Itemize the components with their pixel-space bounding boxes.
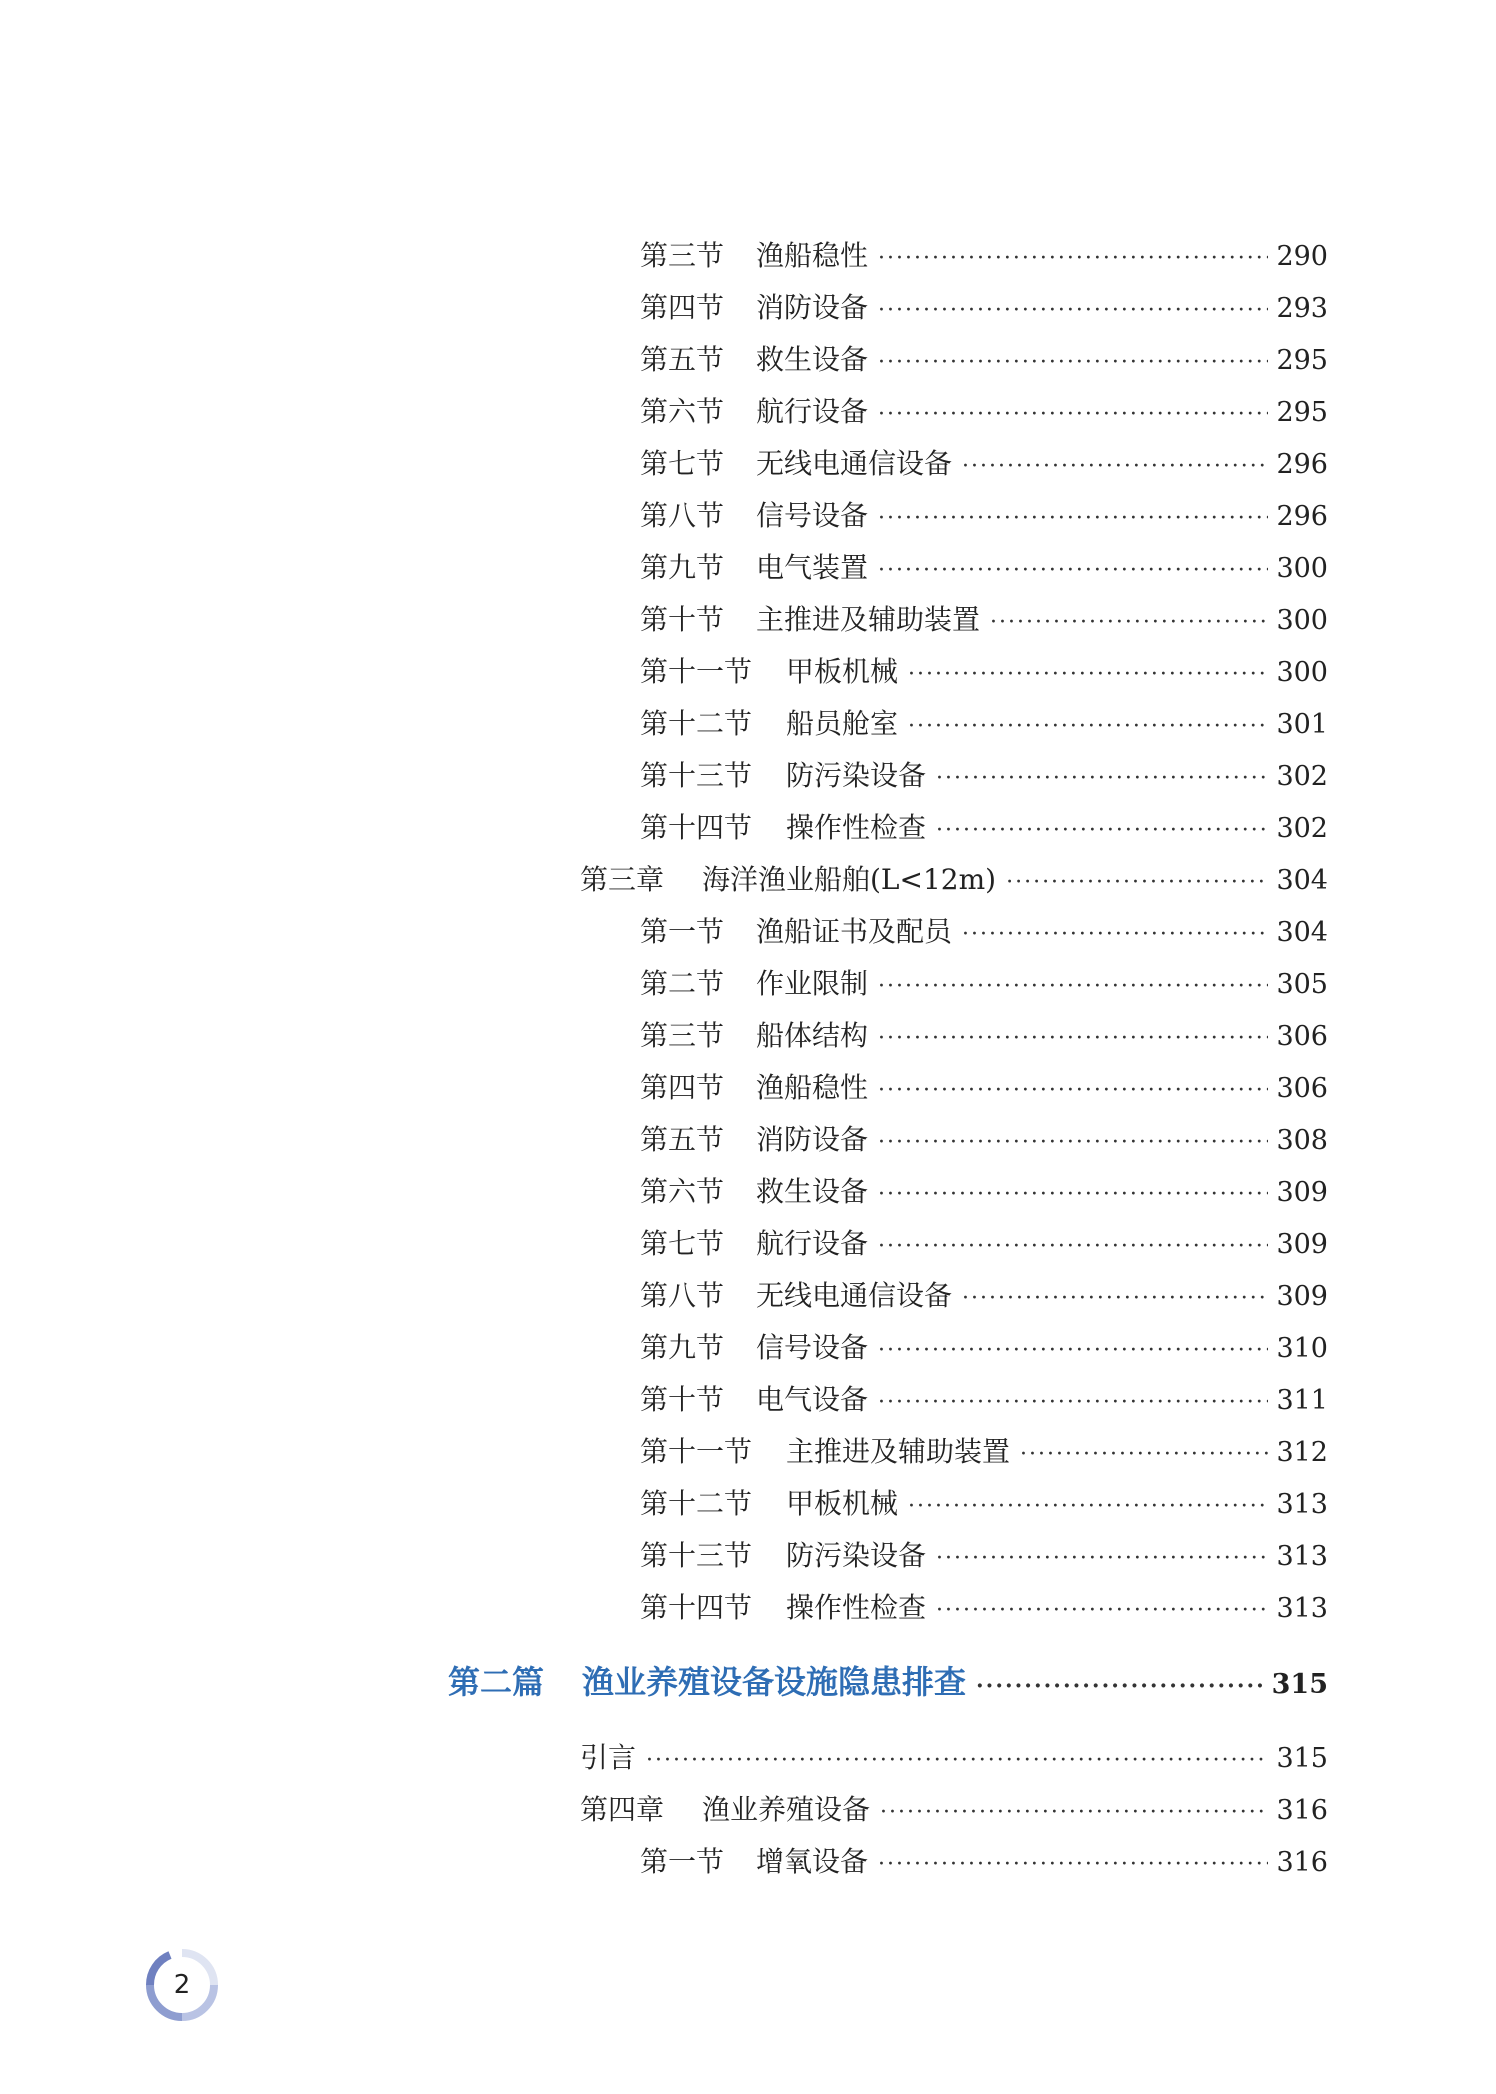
toc-entry-title: 救生设备 xyxy=(756,343,869,376)
toc-entry-page: 304 xyxy=(1276,865,1328,896)
toc-entry-title: 电气装置 xyxy=(756,551,869,584)
toc-entry-section[interactable] xyxy=(640,1484,1328,1524)
toc-entry-title: 渔业养殖设备设施隐患排查 xyxy=(582,1663,967,1701)
toc-entry-page: 302 xyxy=(1276,761,1328,792)
toc-entry-page: 293 xyxy=(1276,293,1328,324)
toc-entry-section[interactable] xyxy=(640,392,1328,432)
toc-entry-label: 第四节 xyxy=(640,291,725,324)
toc-entry-section[interactable] xyxy=(640,496,1328,536)
toc-entry-section[interactable] xyxy=(640,236,1328,276)
dot-leader xyxy=(878,1123,1268,1163)
toc-entry-title: 甲板机械 xyxy=(786,1487,899,1520)
dot-leader xyxy=(878,239,1268,279)
toc-entry-section[interactable] xyxy=(640,1016,1328,1056)
dot-leader xyxy=(878,1071,1268,1111)
toc-entry-title: 航行设备 xyxy=(756,395,869,428)
toc-entry-title: 渔船证书及配员 xyxy=(756,915,953,948)
dot-leader xyxy=(962,1279,1268,1319)
toc-entry-title: 增氧设备 xyxy=(756,1845,869,1878)
dot-leader xyxy=(908,707,1268,747)
toc-entry-title: 引言 xyxy=(580,1741,637,1774)
toc-entry-section[interactable] xyxy=(640,340,1328,380)
toc-entry-label: 第七节 xyxy=(640,447,725,480)
toc-entry-section[interactable] xyxy=(640,808,1328,848)
toc-entry-section[interactable] xyxy=(640,1380,1328,1420)
toc-entry-title: 电气设备 xyxy=(756,1383,869,1416)
toc-entry-page: 306 xyxy=(1276,1021,1328,1052)
toc-entry-label: 第八节 xyxy=(640,1279,725,1312)
dot-leader xyxy=(990,603,1268,643)
toc-entry-title: 渔船稳性 xyxy=(756,239,869,272)
dot-leader xyxy=(936,1539,1268,1579)
toc-entry-title: 作业限制 xyxy=(756,967,869,1000)
dot-leader xyxy=(878,499,1268,539)
toc-entry-title: 信号设备 xyxy=(756,499,869,532)
dot-leader xyxy=(908,1487,1268,1527)
dot-leader xyxy=(878,395,1268,435)
toc-entry-title: 无线电通信设备 xyxy=(756,1279,953,1312)
toc-entry-page: 300 xyxy=(1276,553,1328,584)
toc-entry-label: 第五节 xyxy=(640,1123,725,1156)
toc-entry-section[interactable] xyxy=(640,1172,1328,1212)
toc-entry-label: 第二篇 xyxy=(448,1663,545,1701)
toc-entry-section[interactable] xyxy=(640,288,1328,328)
dot-leader xyxy=(936,759,1268,799)
toc-entry-label: 第四节 xyxy=(640,1071,725,1104)
dot-leader xyxy=(878,1019,1268,1059)
toc-entry-section[interactable] xyxy=(640,1068,1328,1108)
dot-leader xyxy=(976,1666,1264,1706)
toc-entry-label: 第六节 xyxy=(640,395,725,428)
toc-entry-section[interactable] xyxy=(640,1224,1328,1264)
toc-entry-title: 消防设备 xyxy=(756,291,869,324)
toc-entry-title: 船员舱室 xyxy=(786,707,899,740)
toc-entry-label: 第十四节 xyxy=(640,811,753,844)
dot-leader xyxy=(936,811,1268,851)
toc-entry-section[interactable] xyxy=(640,704,1328,744)
toc-entry-page: 309 xyxy=(1276,1281,1328,1312)
dot-leader xyxy=(878,1845,1268,1885)
toc-entry-section[interactable] xyxy=(640,1842,1328,1882)
page-number: 2 xyxy=(173,1970,191,2000)
toc-entry-title: 甲板机械 xyxy=(786,655,899,688)
toc-entry-title: 消防设备 xyxy=(756,1123,869,1156)
toc-entry-page: 310 xyxy=(1276,1333,1328,1364)
toc-entry-label: 第十一节 xyxy=(640,655,753,688)
toc-entry-label: 第五节 xyxy=(640,343,725,376)
toc-entry-section[interactable] xyxy=(640,600,1328,640)
toc-entry-page: 316 xyxy=(1276,1847,1328,1878)
toc-entry-section[interactable] xyxy=(640,756,1328,796)
toc-entry-label: 第十四节 xyxy=(640,1591,753,1624)
toc-entry-section[interactable] xyxy=(640,912,1328,952)
toc-entry-label: 第三节 xyxy=(640,239,725,272)
toc-entry-label: 第三章 xyxy=(580,863,665,896)
toc-entry-label: 第十二节 xyxy=(640,1487,753,1520)
dot-leader xyxy=(878,291,1268,331)
toc-entry-page: 315 xyxy=(1276,1743,1328,1774)
toc-entry-section[interactable] xyxy=(640,548,1328,588)
toc-entry-page: 312 xyxy=(1276,1437,1328,1468)
toc-entry-label: 第十三节 xyxy=(640,1539,753,1572)
dot-leader xyxy=(908,655,1268,695)
toc-entry-section[interactable] xyxy=(640,1588,1328,1628)
toc-entry-page: 304 xyxy=(1276,917,1328,948)
dot-leader xyxy=(878,1331,1268,1371)
toc-entry-label: 第九节 xyxy=(640,551,725,584)
toc-entry-page: 308 xyxy=(1276,1125,1328,1156)
toc-entry-title: 信号设备 xyxy=(756,1331,869,1364)
dot-leader xyxy=(878,1175,1268,1215)
toc-entry-label: 第十三节 xyxy=(640,759,753,792)
toc-entry-page: 313 xyxy=(1276,1593,1328,1624)
dot-leader xyxy=(646,1741,1268,1781)
dot-leader xyxy=(1006,863,1268,903)
toc-entry-label: 第一节 xyxy=(640,915,725,948)
toc-entry-label: 第六节 xyxy=(640,1175,725,1208)
toc-entry-chapter[interactable] xyxy=(580,1738,1328,1778)
toc-entry-title: 渔船稳性 xyxy=(756,1071,869,1104)
toc-entry-section[interactable] xyxy=(640,1536,1328,1576)
toc-entry-label: 第十二节 xyxy=(640,707,753,740)
toc-entry-chapter[interactable] xyxy=(580,1790,1328,1830)
toc-entry-page: 316 xyxy=(1276,1795,1328,1826)
toc-entry-title: 渔业养殖设备 xyxy=(702,1793,871,1826)
toc-entry-label: 第十节 xyxy=(640,1383,725,1416)
toc-entry-title: 主推进及辅助装置 xyxy=(756,603,981,636)
dot-leader xyxy=(878,1227,1268,1267)
toc-entry-title: 防污染设备 xyxy=(786,759,927,792)
toc-entry-page: 313 xyxy=(1276,1489,1328,1520)
toc-entry-page: 309 xyxy=(1276,1229,1328,1260)
toc-entry-page: 306 xyxy=(1276,1073,1328,1104)
dot-leader xyxy=(936,1591,1268,1631)
toc-entry-page: 313 xyxy=(1276,1541,1328,1572)
toc-entry-title: 海洋渔业船舶(L<12m) xyxy=(702,863,997,896)
dot-leader xyxy=(962,915,1268,955)
toc-entry-chapter[interactable] xyxy=(580,860,1328,900)
toc-entry-label: 第九节 xyxy=(640,1331,725,1364)
toc-entry-section[interactable] xyxy=(640,444,1328,484)
toc-entry-section[interactable] xyxy=(640,1276,1328,1316)
toc-entry-page: 296 xyxy=(1276,501,1328,532)
toc-entry-label: 第七节 xyxy=(640,1227,725,1260)
toc-entry-page: 295 xyxy=(1276,397,1328,428)
toc-entry-page: 290 xyxy=(1276,241,1328,272)
toc-entry-section[interactable] xyxy=(640,1328,1328,1368)
toc-entry-title: 航行设备 xyxy=(756,1227,869,1260)
toc-entry-page: 305 xyxy=(1276,969,1328,1000)
dot-leader xyxy=(880,1793,1268,1833)
toc-entry-title: 主推进及辅助装置 xyxy=(786,1435,1011,1468)
toc-entry-page: 300 xyxy=(1276,657,1328,688)
toc-entry-section[interactable] xyxy=(640,1432,1328,1472)
toc-entry-label: 第十一节 xyxy=(640,1435,753,1468)
toc-entry-section[interactable] xyxy=(640,652,1328,692)
toc-entry-label: 第二节 xyxy=(640,967,725,1000)
toc-entry-section[interactable] xyxy=(640,964,1328,1004)
toc-entry-page: 302 xyxy=(1276,813,1328,844)
toc-entry-page: 300 xyxy=(1276,605,1328,636)
toc-entry-page: 295 xyxy=(1276,345,1328,376)
toc-entry-title: 操作性检查 xyxy=(786,811,927,844)
toc-entry-title: 防污染设备 xyxy=(786,1539,927,1572)
dot-leader xyxy=(878,1383,1268,1423)
dot-leader xyxy=(1020,1435,1268,1475)
toc-entry-part[interactable] xyxy=(448,1662,1328,1702)
toc-entry-page: 301 xyxy=(1276,709,1328,740)
dot-leader xyxy=(878,551,1268,591)
toc-entry-page: 311 xyxy=(1276,1385,1328,1416)
toc-entry-label: 第十节 xyxy=(640,603,725,636)
toc-entry-label: 第四章 xyxy=(580,1793,665,1826)
toc-entry-page: 315 xyxy=(1271,1669,1328,1700)
dot-leader xyxy=(878,343,1268,383)
toc-entry-section[interactable] xyxy=(640,1120,1328,1160)
toc-entry-label: 第三节 xyxy=(640,1019,725,1052)
toc-entry-title: 无线电通信设备 xyxy=(756,447,953,480)
dot-leader xyxy=(962,447,1268,487)
toc-entry-title: 船体结构 xyxy=(756,1019,869,1052)
toc-entry-label: 第八节 xyxy=(640,499,725,532)
toc-entry-title: 救生设备 xyxy=(756,1175,869,1208)
toc-entry-page: 309 xyxy=(1276,1177,1328,1208)
dot-leader xyxy=(878,967,1268,1007)
toc-entry-title: 操作性检查 xyxy=(786,1591,927,1624)
toc-entry-label: 第一节 xyxy=(640,1845,725,1878)
toc-entry-page: 296 xyxy=(1276,449,1328,480)
